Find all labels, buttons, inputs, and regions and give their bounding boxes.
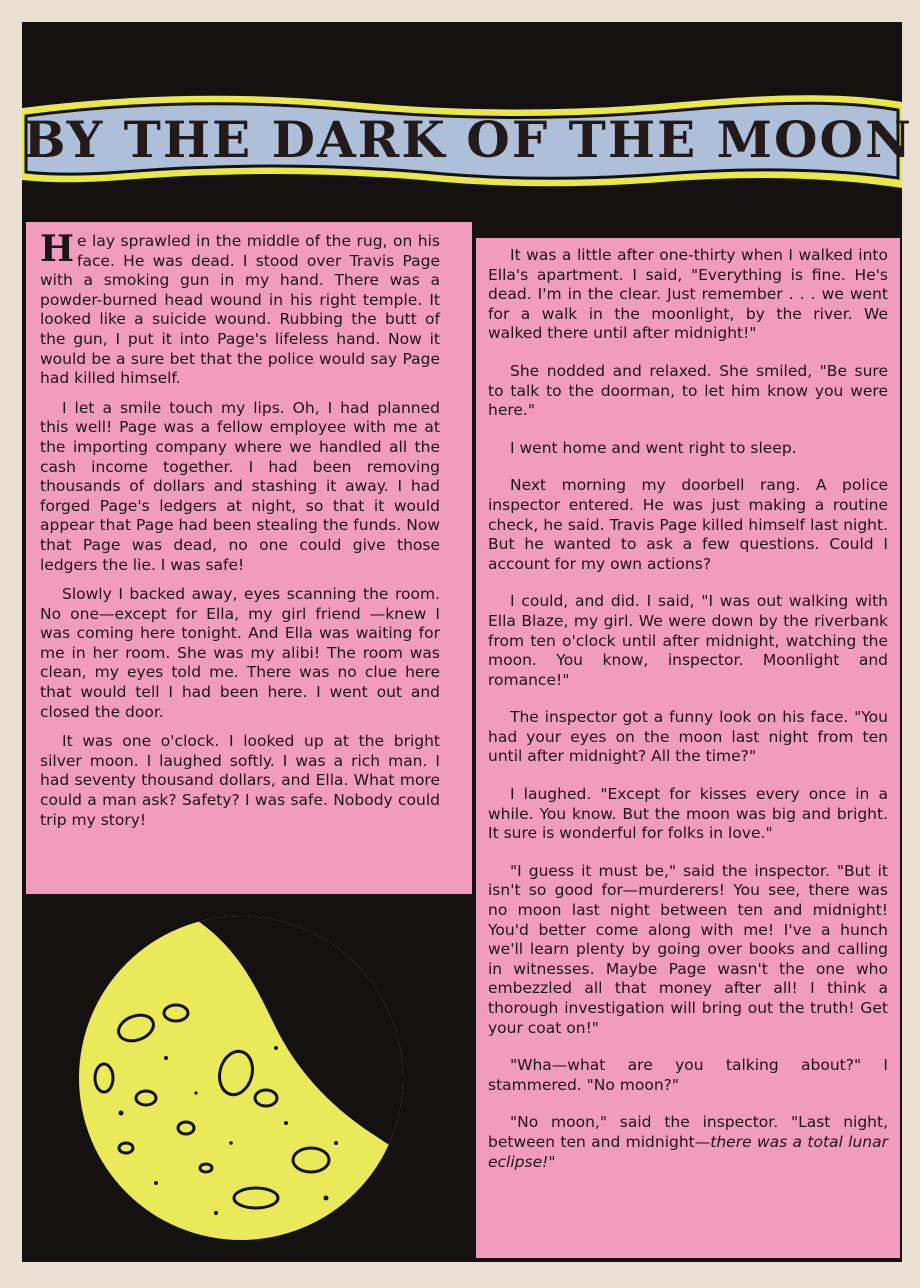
paragraph: "Wha—what are you talking about?" I stammered. "No moon?" xyxy=(488,1056,888,1094)
paragraph-text: e lay sprawled in the middle of the rug, on his face. He was dead. I stood over Travis Page with a smoking gun in my hand. There was a powder-burned head wound in his right temple. It looked like a suicide wound. Rubbing the butt of the gun, I put it into Page's lifeless hand. Now it would be a sure bet that the police would say Page had killed himself. xyxy=(40,232,440,388)
moon-speck xyxy=(154,1181,158,1185)
moon-speck xyxy=(334,1141,338,1145)
paragraph: The inspector got a funny look on his face. "You had your eyes on the moon last night from ten until after midnight? All the time?" xyxy=(488,708,888,766)
paragraph: I laughed. "Except for kisses every once in a while. You know. But the moon was big and bright. It sure is wonderful for folks in love." xyxy=(488,785,888,843)
paragraph: "I guess it must be," said the inspector. "But it isn't so good for—murderers! You see, there was no moon last night between ten and midnight! You'd better come along with me! I've a hunch we'll learn plenty by going over books and calling in witnesses. Maybe Page wasn't the one who embezzled all that money after all! I think a thorough investigation will bring out the truth! Get your coat on!" xyxy=(488,861,888,1037)
paragraph: It was one o'clock. I looked up at the bright silver moon. I laughed softly. I was a rich man. I had seventy thousand dollars, and Ella. What more could a man ask? Safety? I was safe. Nobody could trip my story! xyxy=(40,732,440,829)
paragraph xyxy=(40,228,440,389)
left-column xyxy=(40,228,440,840)
right-column xyxy=(488,246,888,1190)
moon-illustration xyxy=(26,898,472,1256)
moon-speck xyxy=(194,1091,197,1094)
paragraph xyxy=(488,1113,888,1172)
moon-speck xyxy=(229,1141,233,1145)
moon-speck xyxy=(274,1046,278,1050)
paragraph: I could, and did. I said, "I was out walking with Ella Blaze, my girl. We were down by the riverbank from ten o'clock until after midnight, watching the moon. You know, inspector. Moonlight and romance!" xyxy=(488,592,888,689)
moon-speck xyxy=(324,1196,329,1201)
moon-speck xyxy=(214,1211,218,1215)
drop-cap: H xyxy=(40,228,75,270)
paragraph: I went home and went right to sleep. xyxy=(510,438,797,457)
paragraph: I let a smile touch my lips. Oh, I had planned this well! Page was a fellow employee with me at the importing company where we handled all the cash income together. I had been removing thousands of dollars and stashing it away. I had forged Page's ledgers at night, so that it would appear that Page had been stealing the funds. Now that Page was dead, no one could give those ledgers the lie. I was safe! xyxy=(40,398,440,574)
emphasis-text: there was a total lunar eclipse!" xyxy=(488,1132,888,1171)
story-title: BY THE DARK OF THE MOON xyxy=(23,109,913,169)
paragraph-text: "No moon," said the inspector. "Last night, between ten and midnight— xyxy=(488,1113,888,1151)
paragraph: Slowly I backed away, eyes scanning the room. No one—except for Ella, my girl friend —knew I was coming here tonight. And Ella was waiting for me in her room. She was my alibi! The room was clean, my eyes told me. There was no clue here that would tell I had been here. I went out and closed the door. xyxy=(40,585,440,721)
moon-speck xyxy=(164,1056,168,1060)
paragraph: Next morning my doorbell rang. A police inspector entered. He was just making a routine check, he said. Travis Page killed himself last night. But he wanted to ask a few questions. Could I account for my own actions? xyxy=(488,476,888,573)
moon-speck xyxy=(284,1121,288,1125)
paragraph: She nodded and relaxed. She smiled, "Be sure to talk to the doorman, to let him know you were here." xyxy=(488,361,888,420)
moon-speck xyxy=(119,1111,124,1116)
paragraph: It was a little after one-thirty when I walked into Ella's apartment. I said, "Everything is fine. He's dead. I'm in the clear. Just remember . . . we went for a walk in the moonlight, by the river. We walked there until after midnight!" xyxy=(488,246,888,343)
